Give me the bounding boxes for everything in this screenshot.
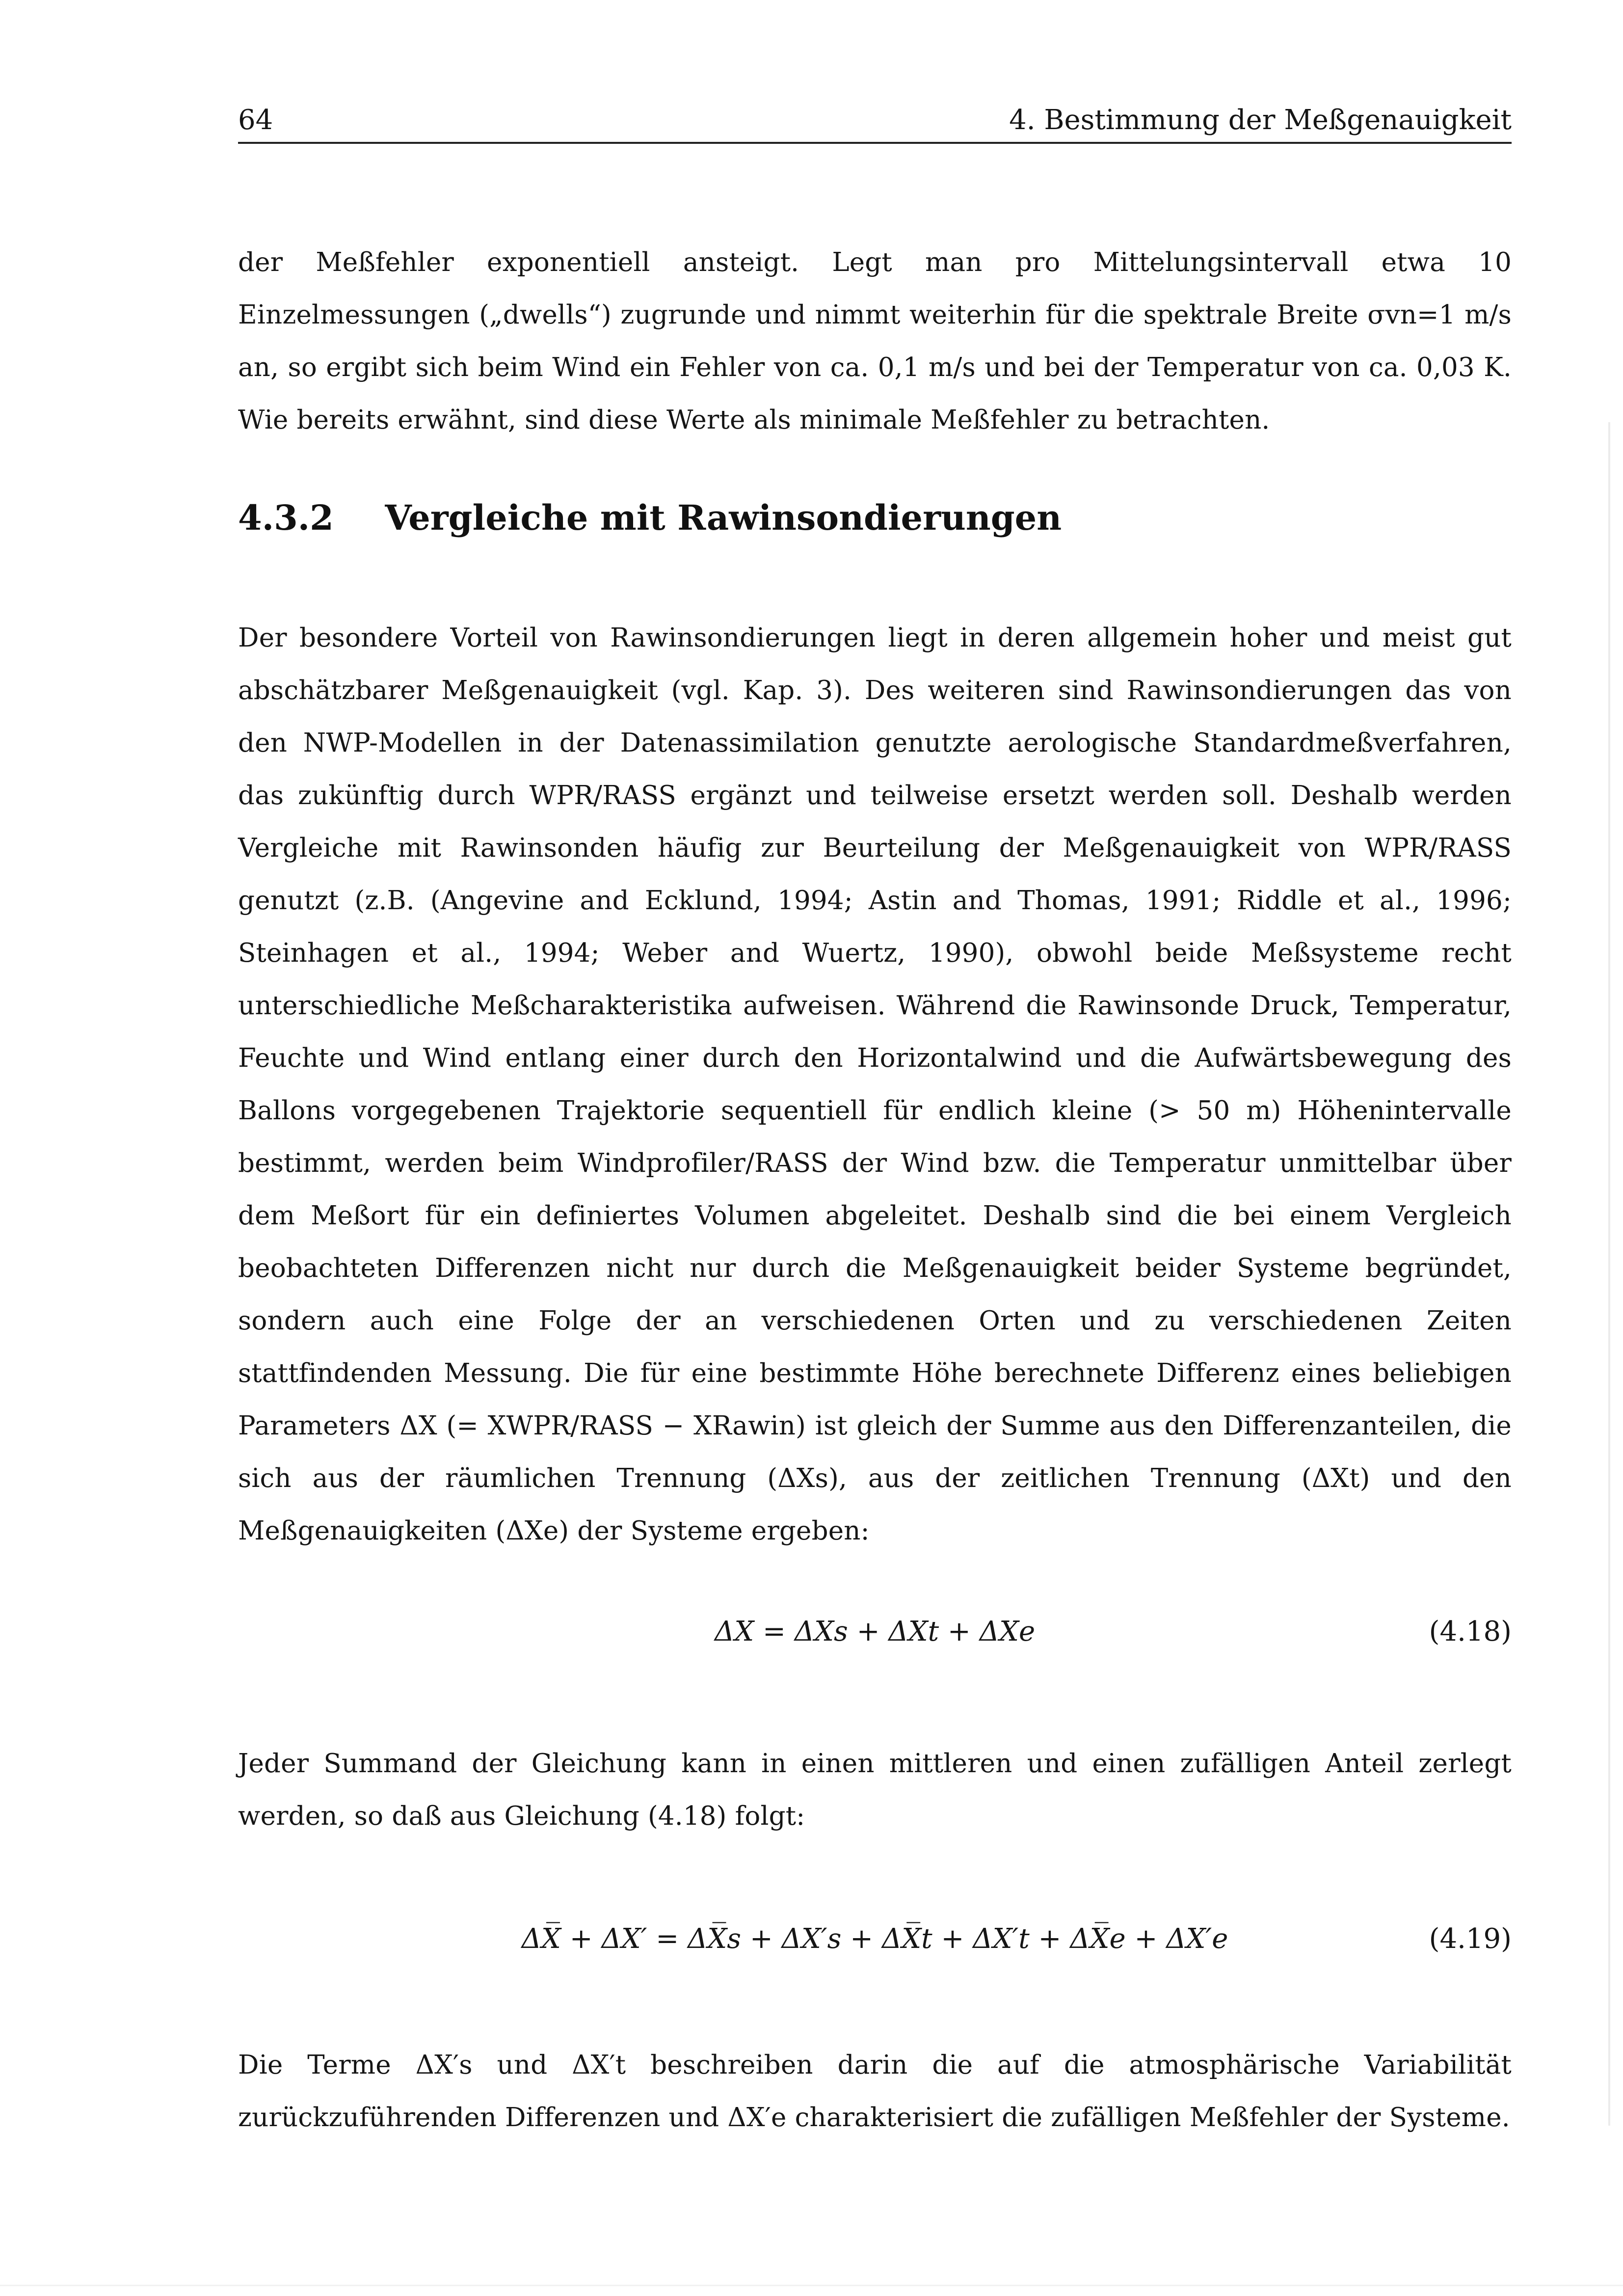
paragraph-2: Der besondere Vorteil von Rawinsondierungen liegt in deren allgemein hoher und meist gut abschätzbarer Meßgenauigkeit (vgl. Kap. 3). Des weiteren sind Rawinsondierungen das von den NWP-Modellen in der Datenassimilation genutzte aerologische Standardmeßverfahren, das zukünftig durch WPR/RASS ergänzt und teilweise ersetzt werden soll. Deshalb werden Vergleiche mit Rawinsonden häufig zur Beurteilung der Meßgenauigkeit von WPR/RASS genutzt (z.B. (Angevine and Ecklund, 1994; Astin and Thomas, 1991; Riddle et al., 1996; Steinhagen et al., 1994; Weber and Wuertz, 1990), obwohl beide Meßsysteme recht unterschiedliche Meßcharakteristika aufweisen. Während die Rawinsonde Druck, Temperatur, Feuchte und Wind entlang einer durch den Horizontalwind und die Aufwärtsbewegung des Ballons vorgegebenen Trajektorie sequentiell für endlich kleine (> 50 m) Höhenintervalle bestimmt, werden beim Windprofiler/RASS der Wind bzw. die Temperatur unmittelbar über dem Meßort für ein definiertes Volumen abgeleitet. Deshalb sind die bei einem Vergleich beobachteten Differenzen nicht nur durch die Meßgenauigkeit beider Systeme begründet, sondern auch eine Folge der an verschiedenen Orten und zu verschiedenen Zeiten stattfindenden Messung. Die für eine bestimmte Höhe berechnete Differenz eines beliebigen Parameters ΔX (= XWPR/RASS − XRawin) ist gleich der Summe aus den Differenzanteilen, die sich aus der räumlichen Trennung (ΔXs), aus der zeitlichen Trennung (ΔXt) und den Meßgenauigkeiten (ΔXe) der Systeme ergeben:	[238, 623, 1512, 1546]
scan-bottom-mark	[0, 2285, 1623, 2286]
header-rule	[238, 142, 1512, 144]
equation-label: (4.18)	[1429, 1616, 1512, 1648]
paragraph-1: der Meßfehler exponentiell ansteigt. Legt man pro Mittelungsintervall etwa 10 Einzelmessungen („dwells“) zugrunde und nimmt weiterhin für die spektrale Breite σvn=1 m/s an, so ergibt sich beim Wind ein Fehler von ca. 0,1 m/s und bei der Temperatur von ca. 0,03 K. Wie bereits erwähnt, sind diese Werte als minimale Meßfehler zu betrachten.	[238, 247, 1512, 435]
equation-formula: ΔX = ΔXs + ΔXt + ΔXe	[714, 1616, 1036, 1648]
equation-4-19	[238, 1912, 1512, 1966]
equation-label: (4.19)	[1429, 1923, 1512, 1955]
equation-4-18	[238, 1605, 1512, 1659]
page-header	[238, 98, 1512, 142]
scan-edge-mark	[1608, 422, 1610, 2126]
section-heading	[238, 487, 1512, 548]
section-title: Vergleiche mit Rawinsondierungen	[385, 497, 1062, 538]
section-number: 4.3.2	[238, 497, 334, 538]
page-number: 64	[238, 104, 273, 136]
equation-formula: ΔX̅ + ΔX′ = ΔX̅s + ΔX′s + ΔX̅t + ΔX′t + ΔX̅e + ΔX′e	[521, 1923, 1228, 1955]
running-title: 4. Bestimmung der Meßgenauigkeit	[1009, 104, 1512, 136]
paragraph-4: Die Terme ΔX′s und ΔX′t beschreiben darin die auf die atmosphärische Variabilität zurückzuführenden Differenzen und ΔX′e charakterisiert die zufälligen Meßfehler der Systeme.	[238, 2050, 1512, 2133]
paragraph-3: Jeder Summand der Gleichung kann in einen mittleren und einen zufälligen Anteil zerlegt werden, so daß aus Gleichung (4.18) folgt:	[238, 1749, 1512, 1831]
